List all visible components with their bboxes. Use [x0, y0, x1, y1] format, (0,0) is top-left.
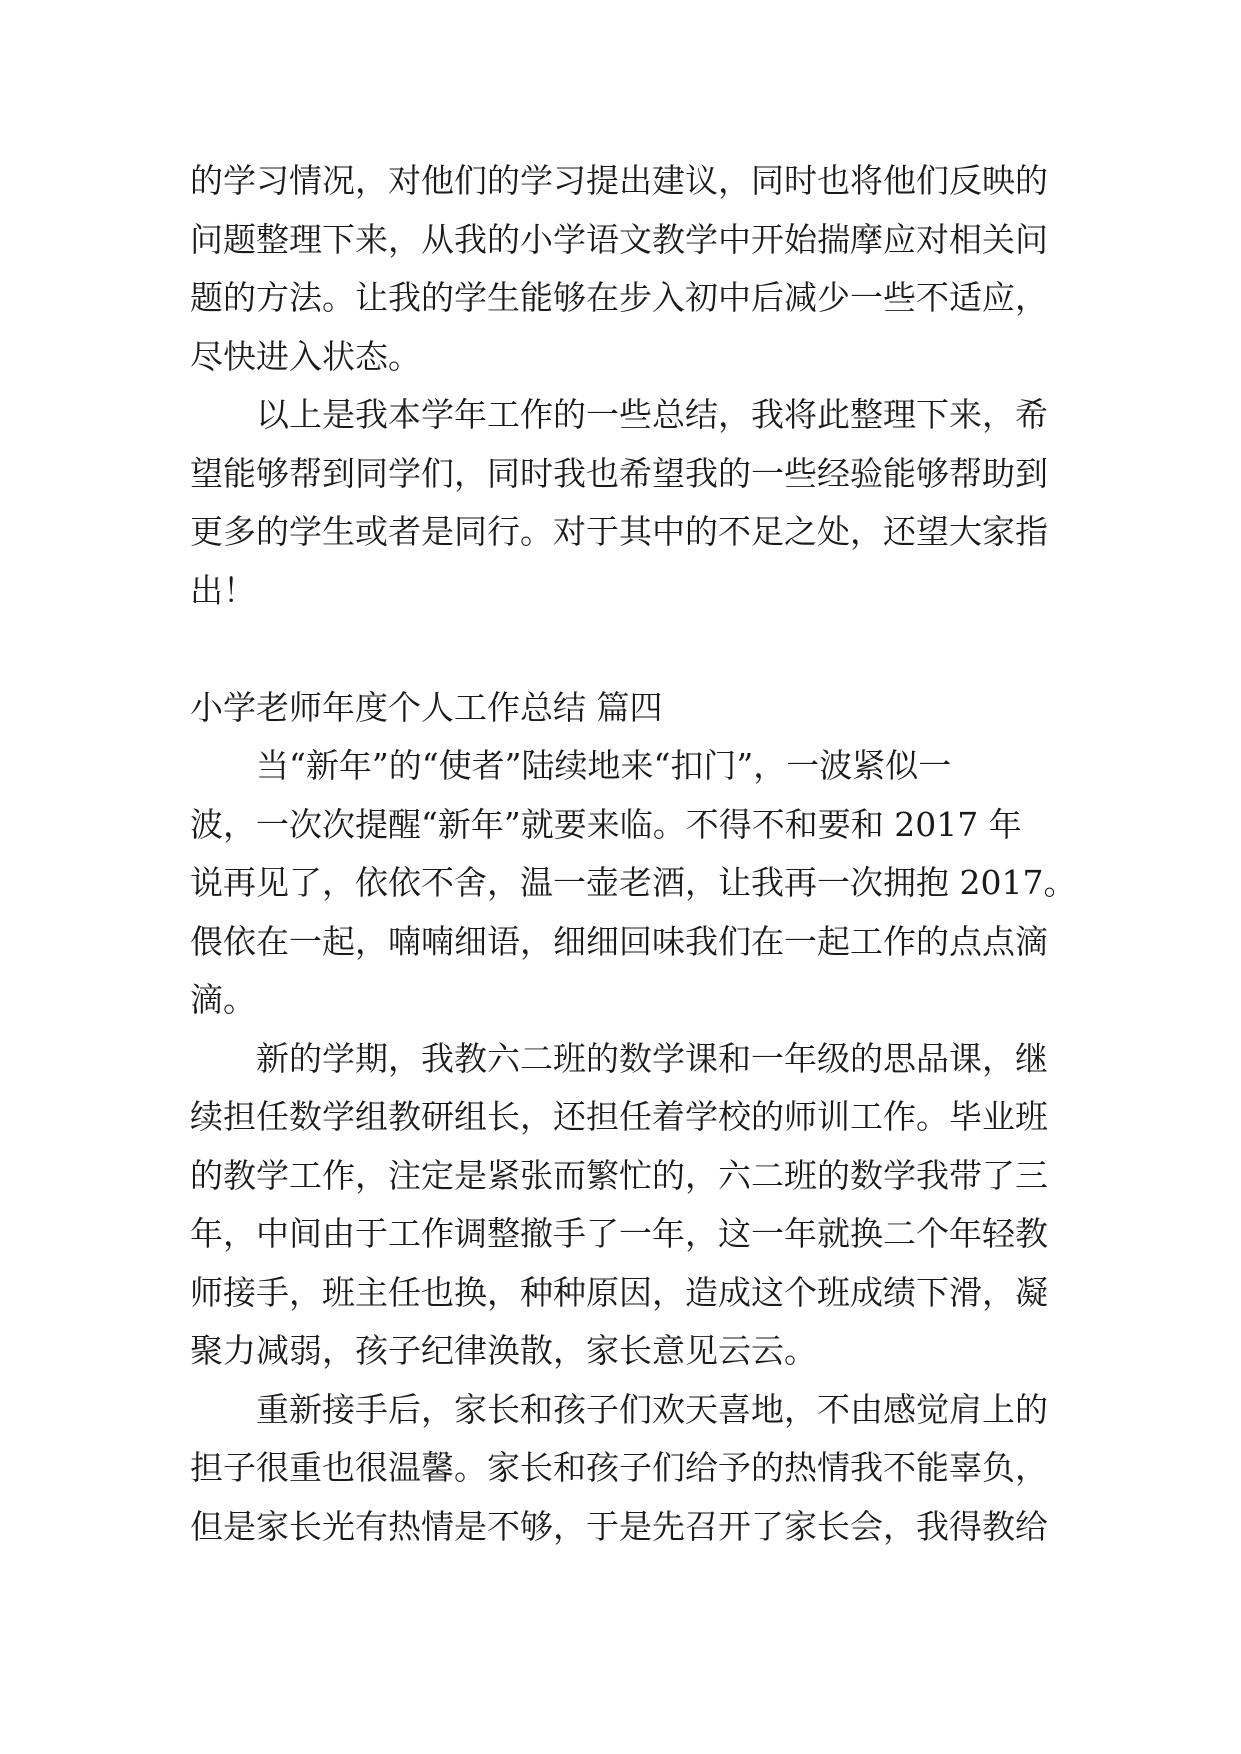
text-line: 当“新年”的“使者”陆续地来“扣门”，一波紧似一	[256, 746, 952, 785]
blank-line	[190, 620, 1050, 679]
paragraph-3	[190, 737, 1077, 1030]
document-body	[190, 152, 1077, 1556]
paragraph-1	[190, 152, 1050, 386]
text-line: 望能够帮到同学们，同时我也希望我的一些经验能够帮助到	[190, 453, 1048, 493]
text-line: 以上是我本学年工作的一些总结，我将此整理下来，希	[256, 395, 1048, 434]
text-line: 年，中间由于工作调整撤手了一年，这一年就换二个年轻教	[190, 1214, 1048, 1253]
text-line: 但是家长光有热情是不够，于是先召开了家长会，我得教给	[190, 1506, 1048, 1546]
text-line: 的学习情况，对他们的学习提出建议，同时也将他们反映的	[190, 161, 1048, 200]
text-line: 更多的学生或者是同行。对于其中的不足之处，还望大家指	[190, 512, 1048, 551]
text-line: 出！	[190, 570, 256, 610]
paragraph-4	[190, 1030, 1050, 1381]
text-line: 滴。	[190, 980, 256, 1019]
text-line: 聚力减弱，孩子纪律涣散，家长意见云云。	[190, 1331, 817, 1370]
paragraph-5	[190, 1381, 1050, 1557]
text-line: 偎依在一起，喃喃细语，细细回味我们在一起工作的点点滴	[190, 921, 1048, 961]
section-heading	[190, 679, 1050, 738]
text-line: 说再见了，依依不舍，温一壶老酒，让我再一次拥抱 2017。	[190, 863, 1077, 902]
paragraph-2	[190, 386, 1050, 620]
text-line: 新的学期，我教六二班的数学课和一年级的思品课，继	[256, 1038, 1048, 1078]
text-line: 重新接手后，家长和孩子们欢天喜地，不由感觉肩上的	[256, 1389, 1048, 1429]
text-line: 的教学工作，注定是紧张而繁忙的，六二班的数学我带了三	[190, 1155, 1048, 1195]
section-title: 小学老师年度个人工作总结 篇四	[190, 687, 663, 727]
text-line: 尽快进入状态。	[190, 336, 421, 376]
text-line: 题的方法。让我的学生能够在步入初中后减少一些不适应，	[190, 278, 1048, 317]
text-line: 师接手，班主任也换，种种原因，造成这个班成绩下滑，凝	[190, 1272, 1048, 1312]
text-line: 续担任数学组教研组长，还担任着学校的师训工作。毕业班	[190, 1097, 1048, 1136]
text-line: 担子很重也很温馨。家长和孩子们给予的热情我不能辜负，	[190, 1448, 1048, 1487]
text-line: 波，一次次提醒“新年”就要来临。不得不和要和 2017 年	[190, 804, 1022, 844]
text-line: 问题整理下来，从我的小学语文教学中开始揣摩应对相关问	[190, 219, 1048, 259]
